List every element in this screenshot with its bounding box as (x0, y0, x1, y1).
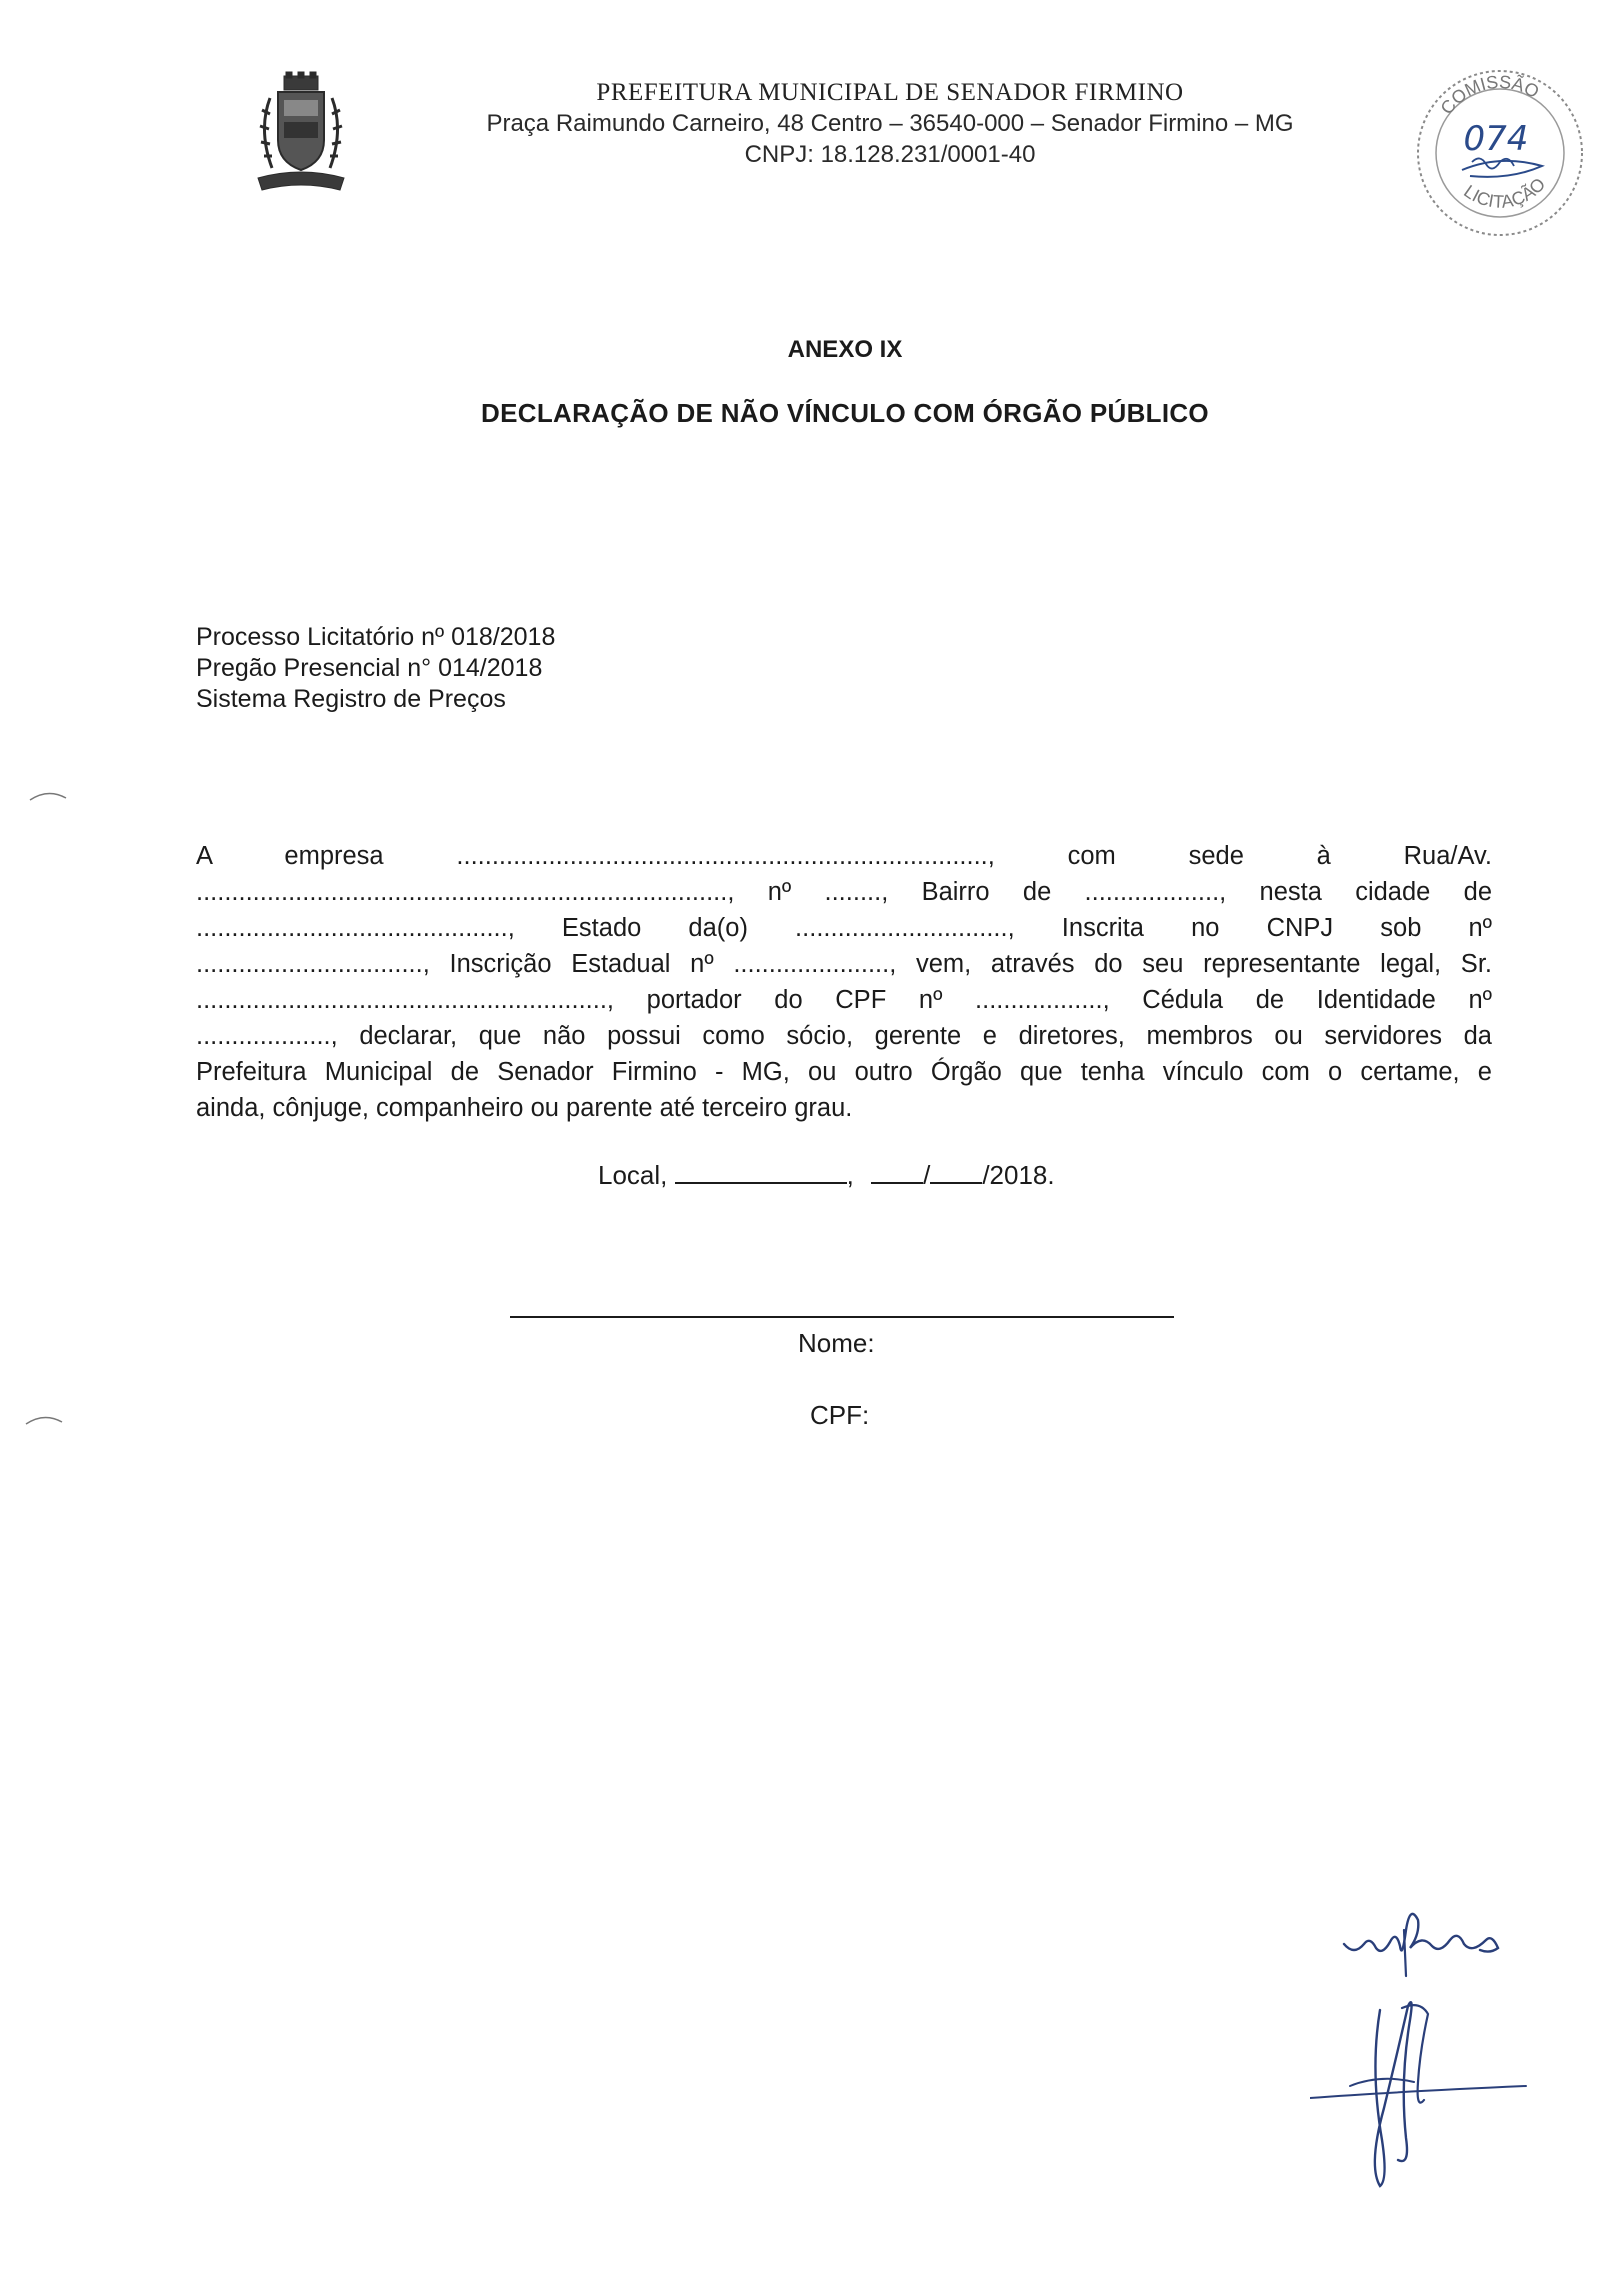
municipal-crest-icon (248, 70, 354, 198)
local-blank (675, 1158, 847, 1184)
pregao-presencial: Pregão Presencial n° 014/2018 (196, 654, 543, 682)
commission-stamp (1400, 58, 1600, 238)
body-line: Prefeitura Municipal de Senador Firmino - MG, ou outro Órgão que tenha vínculo com o certame, e (196, 1058, 1492, 1086)
signature-line (510, 1316, 1174, 1318)
stamp-number: 074 (1463, 119, 1529, 159)
body-line: ainda, cônjuge, companheiro ou parente até terceiro grau. (196, 1094, 853, 1122)
annex-title: ANEXO IX (787, 336, 903, 363)
organization-name: PREFEITURA MUNICIPAL DE SENADOR FIRMINO (596, 79, 1184, 106)
organization-address: Praça Raimundo Carneiro, 48 Centro – 36540-000 – Senador Firmino – MG (486, 110, 1294, 137)
body-line: ............................................, Estado da(o) .............................., Inscrita no CNPJ sob nº (196, 914, 1492, 942)
name-label: Nome: (798, 1328, 875, 1358)
body-line: ..................., declarar, que não possui como sócio, gerente e diretores, membros ou servidores da (196, 1022, 1492, 1050)
sistema-registro: Sistema Registro de Preços (196, 685, 506, 713)
organization-cnpj: CNPJ: 18.128.231/0001-40 (744, 141, 1036, 168)
handwritten-rubric (1340, 1890, 1520, 1980)
body-line: .........................................................., portador do CPF nº .................., Cédula de Identidade nº (196, 986, 1492, 1014)
date-year: /2018. (982, 1160, 1055, 1190)
header-block (380, 78, 1400, 170)
declaration-title: DECLARAÇÃO DE NÃO VÍNCULO COM ÓRGÃO PÚBLICO (481, 398, 1209, 428)
date-line (598, 1158, 1055, 1191)
scan-mark (28, 786, 68, 806)
svg-text:COMISSÃO (1437, 72, 1543, 118)
process-licitatorio: Processo Licitatório nº 018/2018 (196, 623, 556, 651)
local-label: Local, (598, 1160, 668, 1190)
body-line: A empresa ..........................................................................., com sede à Rua/Av. (196, 842, 1492, 870)
month-blank (930, 1158, 982, 1184)
stamp-bottom-text: LICITAÇÃO (1460, 173, 1550, 212)
cpf-label: CPF: (810, 1400, 870, 1430)
body-line: ..........................................................................., nº ........, Bairro de ..................., nesta cidade de (196, 878, 1492, 906)
date-comma: , (846, 1160, 854, 1190)
body-line: ................................, Inscrição Estadual nº ......................, vem, através do seu representante legal, Sr. (196, 950, 1492, 978)
process-info (196, 622, 555, 715)
day-blank (871, 1158, 923, 1184)
stamp-top-text: COMISSÃO (1436, 71, 1543, 119)
handwritten-signature (1310, 1990, 1530, 2190)
scan-mark (24, 1410, 64, 1430)
date-slash: / (923, 1160, 931, 1190)
